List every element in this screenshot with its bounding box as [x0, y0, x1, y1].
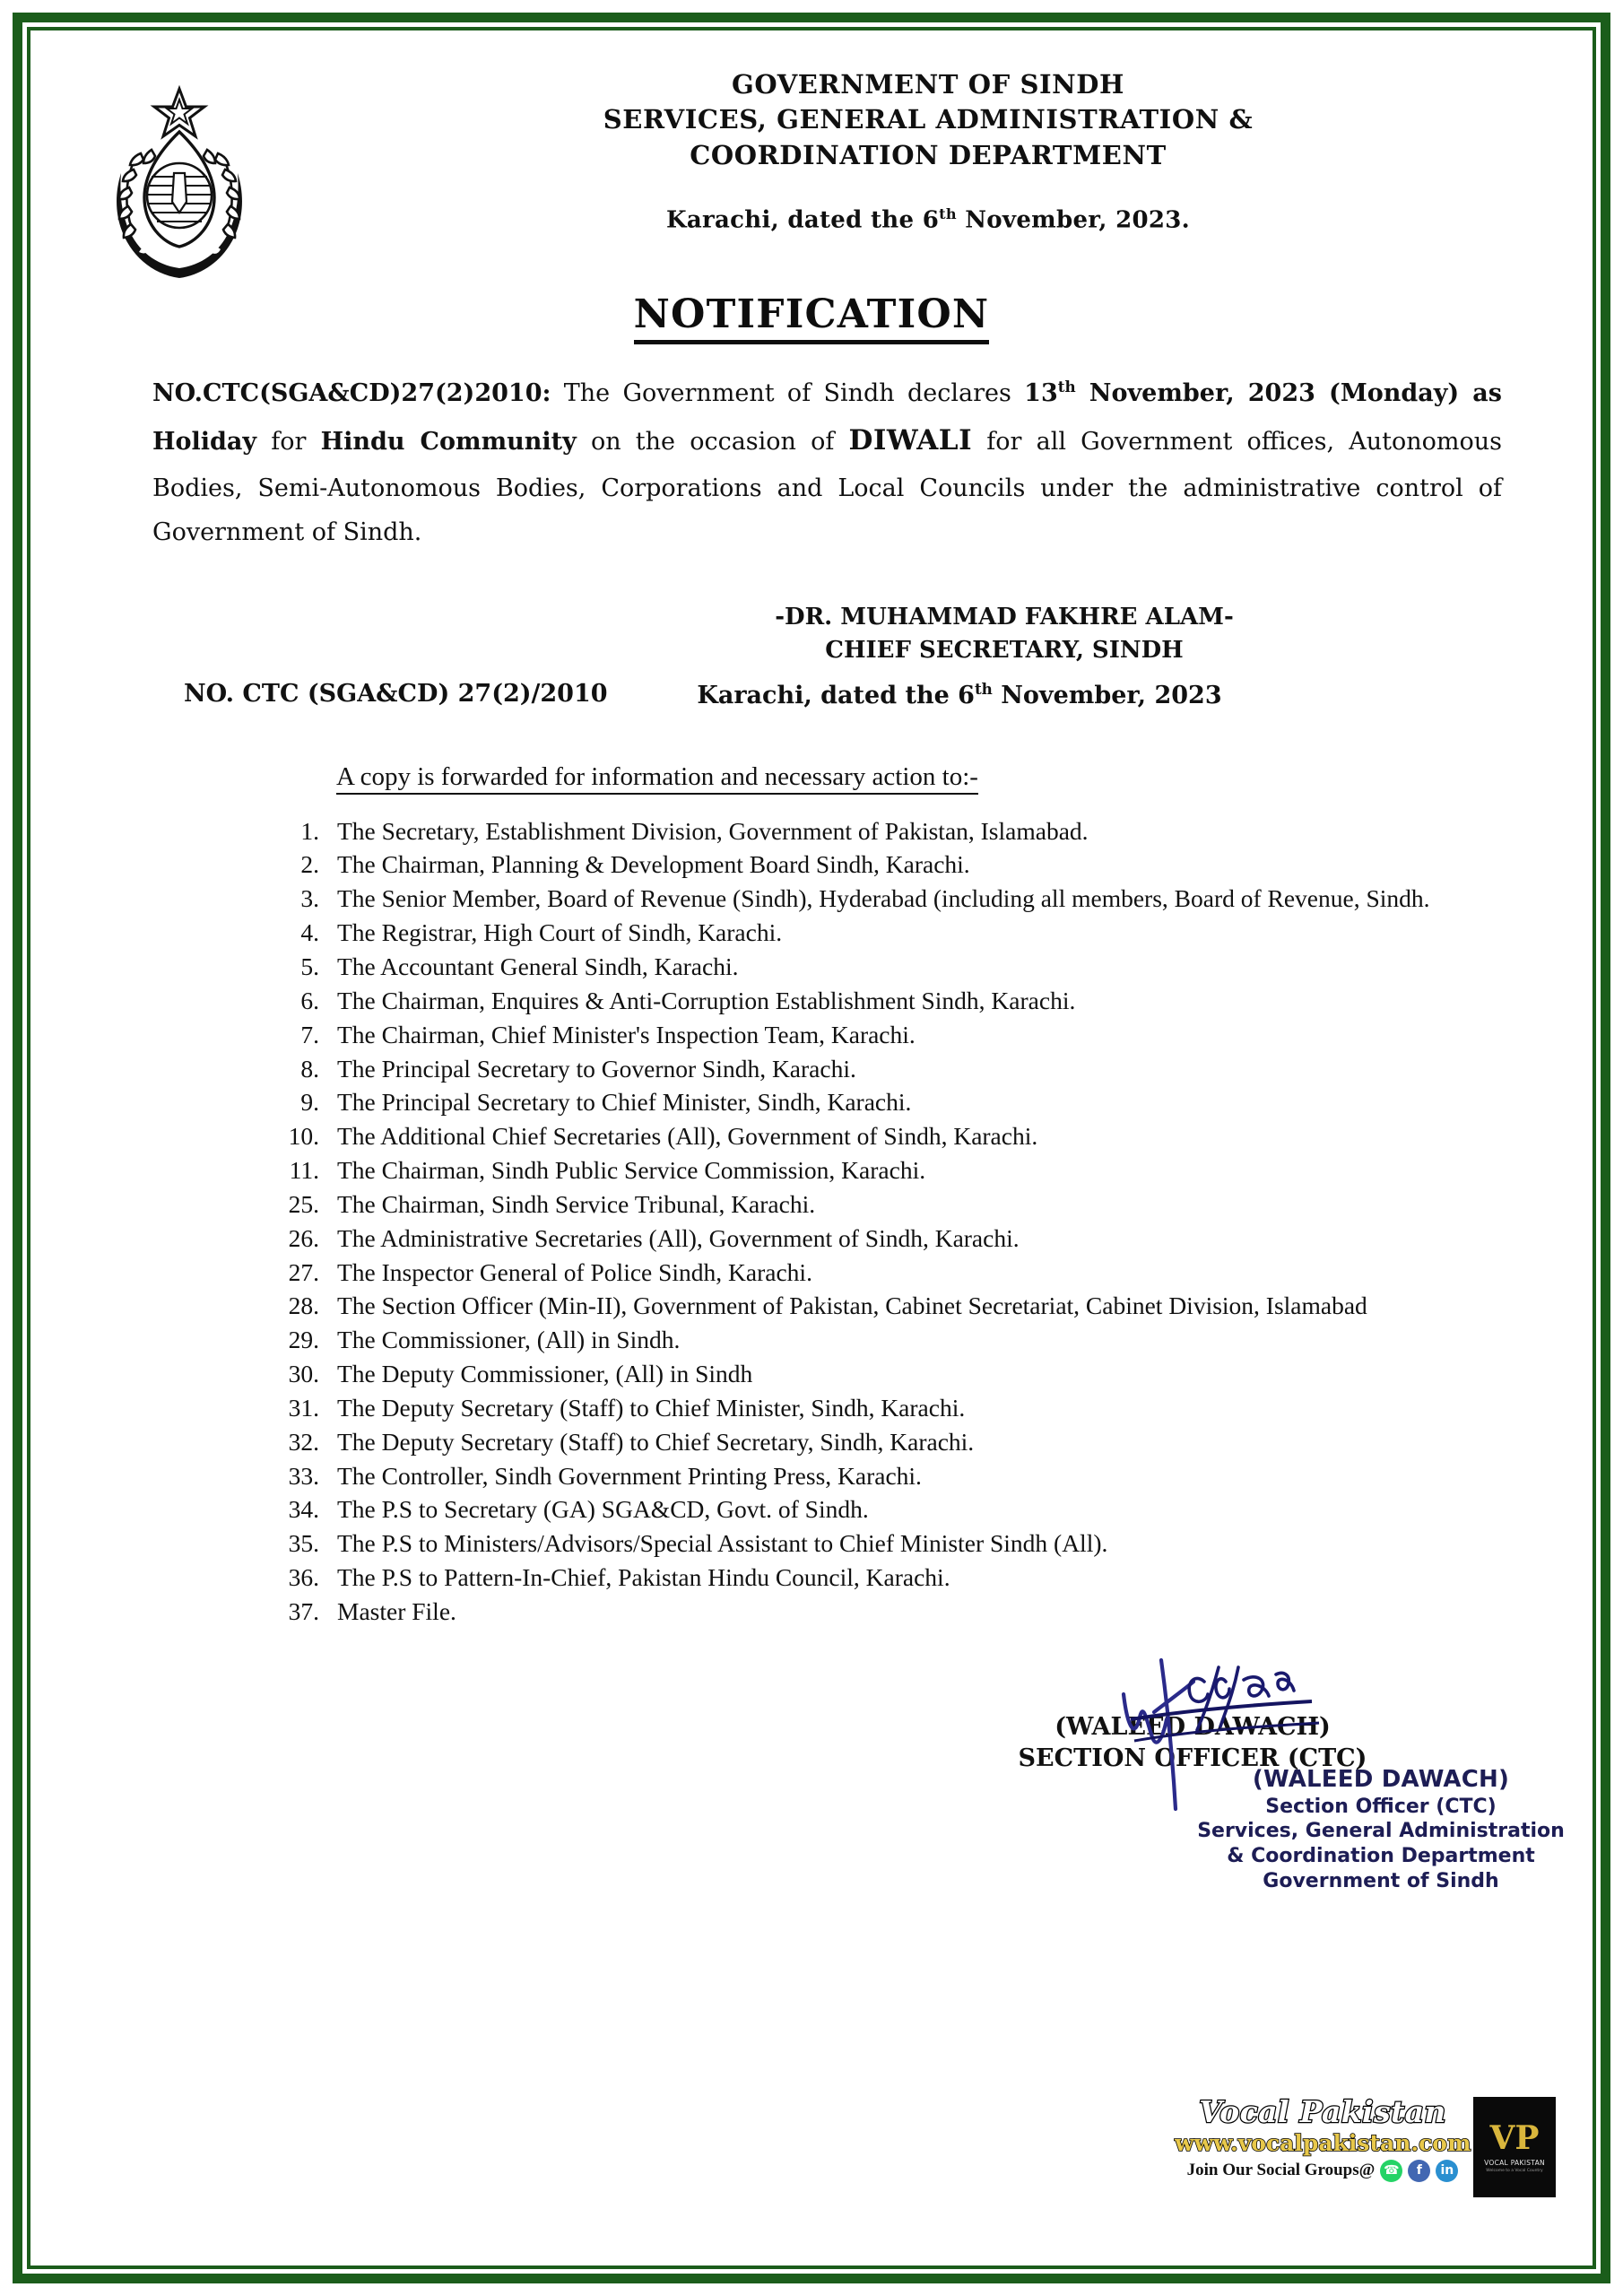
list-item-text: The Deputy Secretary (Staff) to Chief Secretary, Sindh, Karachi. [337, 1427, 975, 1456]
chief-secretary-designation: CHIEF SECRETARY, SINDH [825, 636, 1184, 664]
stamp-department-line2: & Coordination Department [1227, 1845, 1535, 1868]
list-item [278, 1358, 1524, 1391]
list-item-number: 28. [288, 1292, 319, 1320]
occasion-name: DIWALI [848, 424, 973, 457]
list-item [278, 1053, 1524, 1086]
list-item [278, 951, 1524, 984]
watermark-brand: Vocal Pakistan [1199, 2094, 1446, 2129]
list-item-text: The Principal Secretary to Chief Minister, Sindh, Karachi. [337, 1088, 912, 1117]
watermark-text-group [1175, 2094, 1471, 2182]
notification-title-text: NOTIFICATION [634, 291, 990, 344]
chief-secretary-name: -DR. MUHAMMAD FAKHRE ALAM- [775, 603, 1234, 631]
stamp-government: Government of Sindh [1263, 1869, 1499, 1892]
forwarded-heading [336, 762, 1587, 792]
list-item [278, 1188, 1524, 1222]
list-item [278, 1392, 1524, 1425]
list-item-text: The Deputy Secretary (Staff) to Chief Minister, Sindh, Karachi. [337, 1393, 966, 1422]
list-item-number: 30. [288, 1360, 319, 1388]
logo-monogram: VP [1489, 2118, 1540, 2157]
body-text-4: on the occasion of [576, 428, 849, 457]
chief-secretary-signature-block [36, 601, 1587, 667]
list-item [278, 1596, 1524, 1629]
list-item-number: 6. [300, 986, 319, 1014]
list-item-number: 8. [300, 1054, 319, 1083]
document-header [36, 36, 1587, 251]
section-officer-signature-area [36, 1650, 1587, 1946]
list-item [278, 1154, 1524, 1187]
list-item-number: 10. [288, 1122, 319, 1151]
list-item-number: 3. [300, 884, 319, 913]
list-item-number: 5. [300, 952, 319, 980]
logo-subtitle: Welcome to a Vocal Country [1486, 2168, 1543, 2173]
reference-date-ordinal: th [974, 679, 993, 698]
notification-body [152, 371, 1502, 554]
list-item [278, 848, 1524, 882]
holiday-date-number: 13 [1024, 379, 1058, 407]
list-item [278, 883, 1524, 916]
header-place-date [421, 205, 1435, 234]
linkedin-icon[interactable]: in [1436, 2160, 1458, 2182]
list-item-number: 4. [300, 918, 319, 947]
list-item-number: 35. [288, 1529, 319, 1558]
reference-date-suffix: November, 2023 [992, 681, 1222, 709]
logo-caption: VOCAL PAKISTAN [1484, 2158, 1545, 2167]
header-date-ordinal: th [939, 205, 957, 223]
list-item-text: The Section Officer (Min-II), Government of Pakistan, Cabinet Secretariat, Cabinet Division, Islamabad [337, 1292, 1367, 1320]
facebook-icon[interactable]: f [1408, 2160, 1430, 2182]
list-item [278, 1222, 1524, 1256]
list-item-text: The Administrative Secretaries (All), Government of Sindh, Karachi. [337, 1223, 1020, 1252]
body-text-5: for all Government offices, Autonomous Bodies, Semi-Autonomous Bodies, Corporations and Local Councils under the administrative control of Government of Sindh. [152, 428, 1503, 546]
list-item-text: The Controller, Sindh Government Printing Press, Karachi. [337, 1461, 922, 1490]
list-item [278, 1086, 1524, 1119]
notification-reference-number: NO.CTC(SGA&CD)27(2)2010: [152, 379, 551, 407]
organisation-heading [421, 67, 1435, 234]
vocal-pakistan-logo-icon [1473, 2097, 1556, 2197]
list-item [278, 1561, 1524, 1595]
org-line-government: GOVERNMENT OF SINDH [731, 69, 1125, 100]
list-item-number: 27. [288, 1257, 319, 1286]
list-item [278, 1019, 1524, 1052]
watermark-social-label: Join Our Social Groups@ [1186, 2161, 1376, 2180]
list-item-text: Master File. [337, 1597, 456, 1625]
list-item-number: 9. [300, 1088, 319, 1117]
list-item-number: 11. [289, 1156, 319, 1185]
list-item-number: 36. [288, 1563, 319, 1592]
vocal-pakistan-watermark [1175, 2094, 1556, 2212]
list-item [278, 815, 1524, 848]
holiday-date-ordinal: th [1057, 378, 1076, 396]
section-officer-printed-designation: SECTION OFFICER (CTC) [1018, 1744, 1367, 1772]
forwarded-heading-text: A copy is forwarded for information and necessary action to:- [336, 762, 978, 795]
list-item-number: 32. [288, 1427, 319, 1456]
list-item-number: 37. [288, 1597, 319, 1625]
stamp-designation: Section Officer (CTC) [1265, 1795, 1497, 1818]
stamp-department-line1: Services, General Administration [1197, 1820, 1565, 1843]
list-item-number: 31. [288, 1393, 319, 1422]
holiday-declaration: 2023 (Monday) as Holiday [152, 379, 1503, 457]
list-item-text: The Principal Secretary to Governor Sindh, Karachi. [337, 1054, 856, 1083]
handwritten-signature [1107, 1655, 1403, 1821]
list-item-text: The Commissioner, (All) in Sindh. [337, 1326, 681, 1354]
list-item-text: The Chairman, Planning & Development Board Sindh, Karachi. [337, 850, 970, 879]
reference-place-date [574, 680, 1345, 709]
list-item-number: 29. [288, 1326, 319, 1354]
section-officer-printed-name: (WALEED DAWACH) [1055, 1712, 1331, 1741]
list-item [278, 1527, 1524, 1561]
document-page [36, 36, 1587, 2260]
list-item [278, 1120, 1524, 1153]
list-item-number: 25. [288, 1189, 319, 1218]
list-item-text: The Registrar, High Court of Sindh, Karachi. [337, 918, 783, 947]
list-item-number: 34. [288, 1495, 319, 1524]
org-line-services: SERVICES, GENERAL ADMINISTRATION & [603, 104, 1254, 135]
list-item-number: 33. [288, 1461, 319, 1490]
list-item-text: The P.S to Pattern-In-Chief, Pakistan Hindu Council, Karachi. [337, 1563, 950, 1592]
list-item-text: The Inspector General of Police Sindh, Karachi. [337, 1257, 812, 1286]
government-of-sindh-emblem-icon [85, 76, 273, 287]
header-place-date-prefix: Karachi, dated the 6 [665, 206, 940, 234]
list-item [278, 1426, 1524, 1459]
list-item [278, 1460, 1524, 1493]
stamp-officer-name: (WALEED DAWACH) [1252, 1765, 1510, 1793]
list-item-text: The Chairman, Enquires & Anti-Corruption Establishment Sindh, Karachi. [337, 986, 1076, 1014]
org-line-coordination: COORDINATION DEPARTMENT [690, 139, 1167, 170]
whatsapp-icon[interactable]: ☎ [1380, 2160, 1402, 2182]
list-item [278, 1257, 1524, 1290]
page-title [36, 291, 1587, 337]
body-text-3: for [256, 428, 321, 457]
list-item-number: 2. [300, 850, 319, 879]
reference-number-left: NO. CTC (SGA&CD) 27(2)/2010 [184, 679, 608, 708]
list-item-text: The Additional Chief Secretaries (All), Government of Sindh, Karachi. [337, 1122, 1038, 1151]
distribution-list [278, 815, 1524, 1629]
list-item-text: The Accountant General Sindh, Karachi. [337, 952, 739, 980]
list-item-text: The P.S to Ministers/Advisors/Special Assistant to Chief Minister Sindh (All). [337, 1529, 1108, 1558]
body-text-1: The Government of Sindh declares [551, 379, 1025, 407]
list-item [278, 1290, 1524, 1323]
community-name: Hindu Community [320, 428, 577, 457]
list-item-text: The Chairman, Chief Minister's Inspection Team, Karachi. [337, 1020, 916, 1048]
list-item-text: The Secretary, Establishment Division, Government of Pakistan, Islamabad. [337, 816, 1089, 845]
list-item-text: The Deputy Commissioner, (All) in Sindh [337, 1360, 753, 1388]
list-item-text: The Chairman, Sindh Service Tribunal, Karachi. [337, 1189, 816, 1218]
watermark-url[interactable]: www.vocalpakistan.com [1175, 2129, 1471, 2156]
list-item-number: 7. [300, 1020, 319, 1048]
watermark-social-row [1175, 2160, 1471, 2182]
list-item [278, 917, 1524, 950]
reference-date-prefix: Karachi, dated the 6 [697, 681, 975, 709]
header-place-date-suffix: November, 2023. [956, 206, 1191, 234]
list-item-text: The P.S to Secretary (GA) SGA&CD, Govt. of Sindh. [337, 1495, 869, 1524]
list-item-text: The Senior Member, Board of Revenue (Sindh), Hyderabad (including all members, Board of Revenue, Sindh. [337, 884, 1430, 913]
body-text-2: November, [1075, 379, 1248, 407]
reference-row [36, 680, 1587, 719]
list-item-text: The Chairman, Sindh Public Service Commission, Karachi. [337, 1156, 926, 1185]
list-item [278, 1324, 1524, 1357]
list-item-number: 1. [300, 816, 319, 845]
list-item [278, 985, 1524, 1018]
list-item-number: 26. [288, 1223, 319, 1252]
list-item [278, 1493, 1524, 1526]
